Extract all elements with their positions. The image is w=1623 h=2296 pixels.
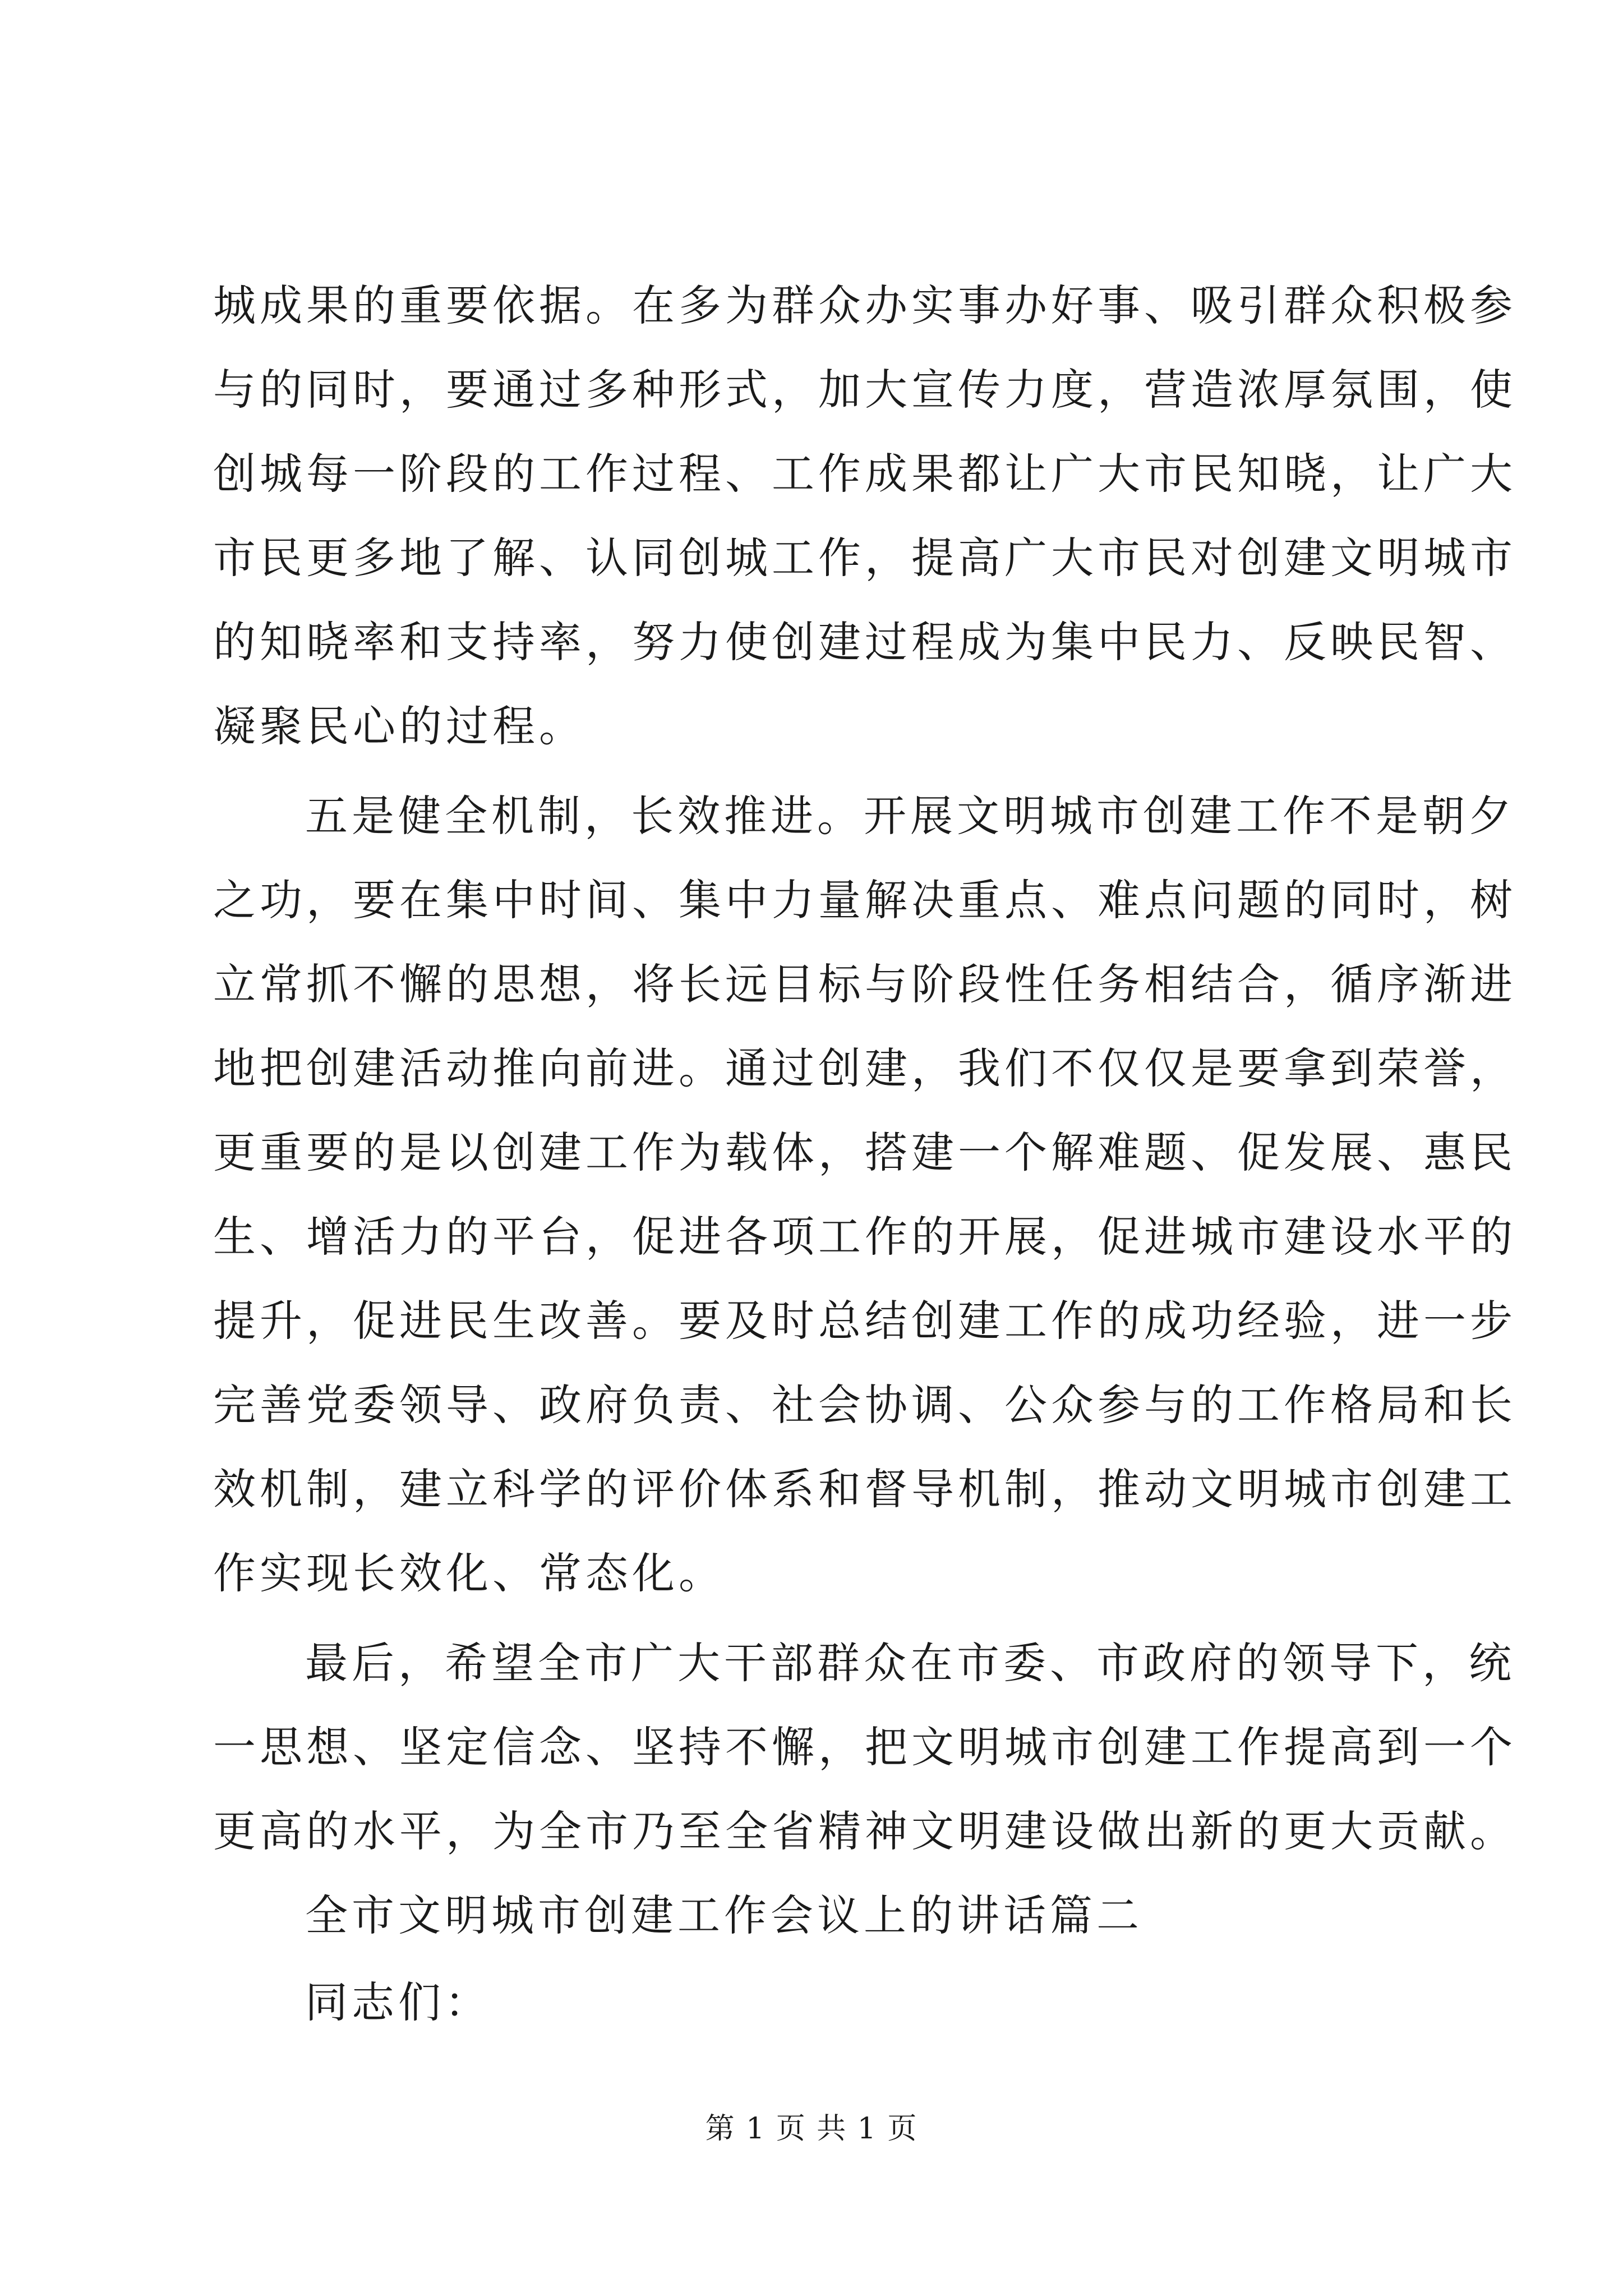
- paragraph-line: 市民更多地了解、认同创城工作，提高广大市民对创建文明城市: [213, 533, 1516, 583]
- paragraph-line: 最后，希望全市广大干部群众在市委、市政府的领导下，统: [305, 1638, 1515, 1688]
- paragraph-line: 更重要的是以创建工作为载体，搭建一个解难题、促发展、惠民: [213, 1128, 1516, 1177]
- paragraph-line: 提升，促进民生改善。要及时总结创建工作的成功经验，进一步: [213, 1296, 1516, 1346]
- paragraph-line: 五是健全机制，长效推进。开展文明城市创建工作不是朝夕: [305, 791, 1515, 841]
- paragraph-line: 凝聚民心的过程。: [213, 701, 585, 751]
- paragraph-line: 立常抓不懈的思想，将长远目标与阶段性任务相结合，循序渐进: [213, 959, 1516, 1009]
- page-footer: 第 1 页 共 1 页: [705, 2112, 918, 2146]
- salutation: 同志们：: [305, 1977, 491, 2027]
- paragraph-line: 一思想、坚定信念、坚持不懈，把文明城市创建工作提高到一个: [213, 1722, 1516, 1772]
- paragraph-line: 创城每一阶段的工作过程、工作成果都让广大市民知晓，让广大: [213, 449, 1516, 499]
- paragraph-line: 完善党委领导、政府负责、社会协调、公众参与的工作格局和长: [213, 1380, 1516, 1430]
- section-heading: 全市文明城市创建工作会议上的讲话篇二: [305, 1890, 1143, 1940]
- paragraph-line: 效机制，建立科学的评价体系和督导机制，推动文明城市创建工: [213, 1464, 1516, 1514]
- paragraph-line: 作实现长效化、常态化。: [213, 1548, 725, 1598]
- paragraph-line: 生、增活力的平台，促进各项工作的开展，促进城市建设水平的: [213, 1212, 1516, 1262]
- paragraph-line: 地把创建活动推向前进。通过创建，我们不仅仅是要拿到荣誉，: [213, 1043, 1516, 1093]
- paragraph-line: 城成果的重要依据。在多为群众办实事办好事、吸引群众积极参: [213, 280, 1516, 330]
- paragraph-line: 更高的水平，为全市乃至全省精神文明建设做出新的更大贡献。: [213, 1806, 1516, 1856]
- paragraph-line: 之功，要在集中时间、集中力量解决重点、难点问题的同时，树: [213, 875, 1516, 925]
- paragraph-line: 的知晓率和支持率，努力使创建过程成为集中民力、反映民智、: [213, 617, 1516, 667]
- paragraph-line: 与的同时，要通过多种形式，加大宣传力度，营造浓厚氛围，使: [213, 365, 1516, 415]
